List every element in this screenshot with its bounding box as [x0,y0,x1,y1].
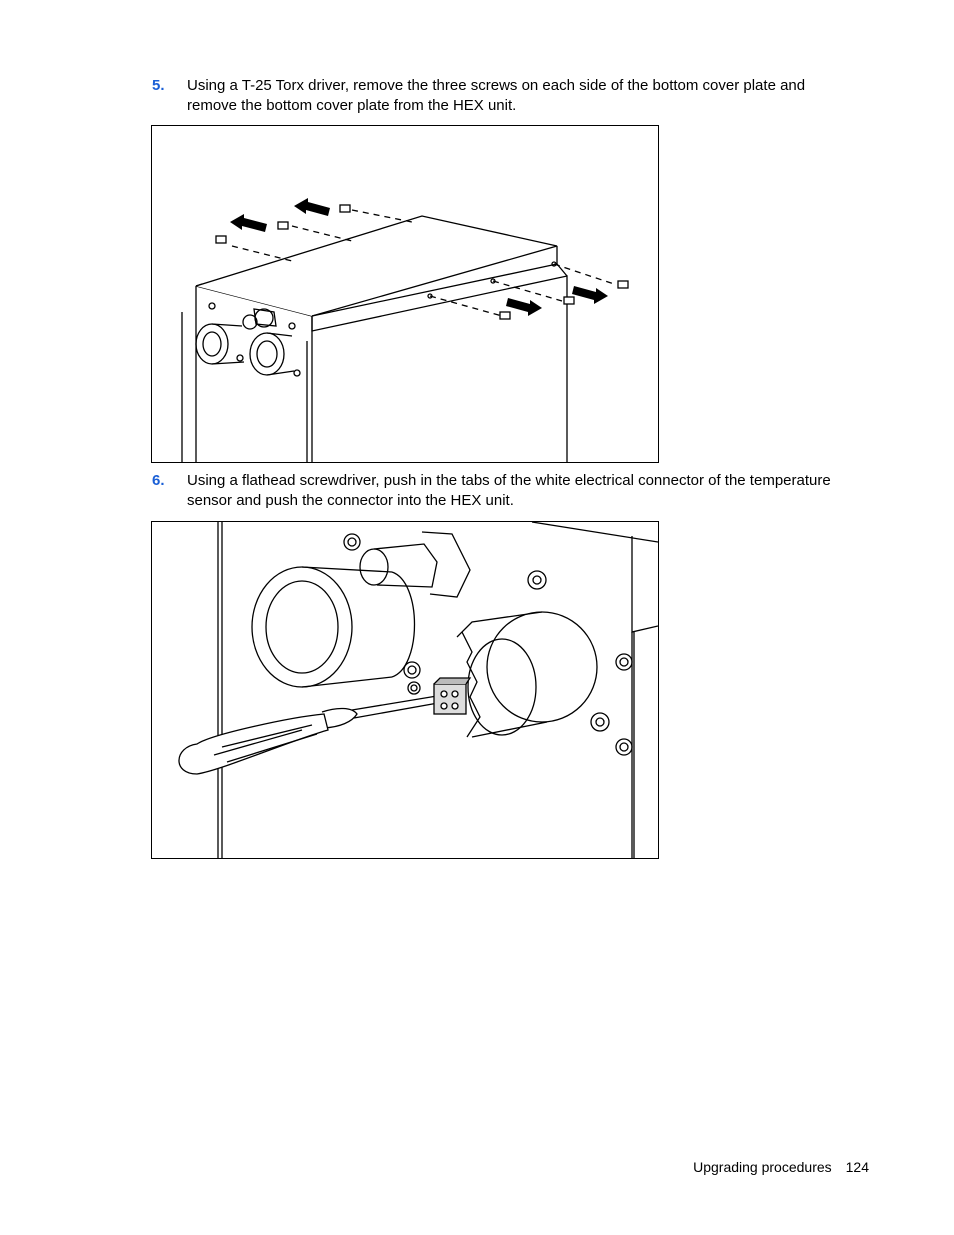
hex-unit-illustration [152,126,658,462]
page-number: 124 [845,1159,869,1175]
figure-remove-cover-screws [151,125,659,463]
step-text: Using a flathead screwdriver, push in the tabs of the white electrical connector of the temperature sensor and push the connector into the HEX unit. [187,472,831,509]
figure-push-connector [151,521,659,859]
footer-section-title: Upgrading procedures [693,1159,832,1175]
page-footer [693,1159,869,1175]
connector-illustration [152,522,658,858]
step-text: Using a T-25 Torx driver, remove the three screws on each side of the bottom cover plate and remove the bottom cover plate from the HEX unit. [187,77,806,114]
step-number: 6. [152,472,165,489]
step-number: 5. [152,77,165,94]
